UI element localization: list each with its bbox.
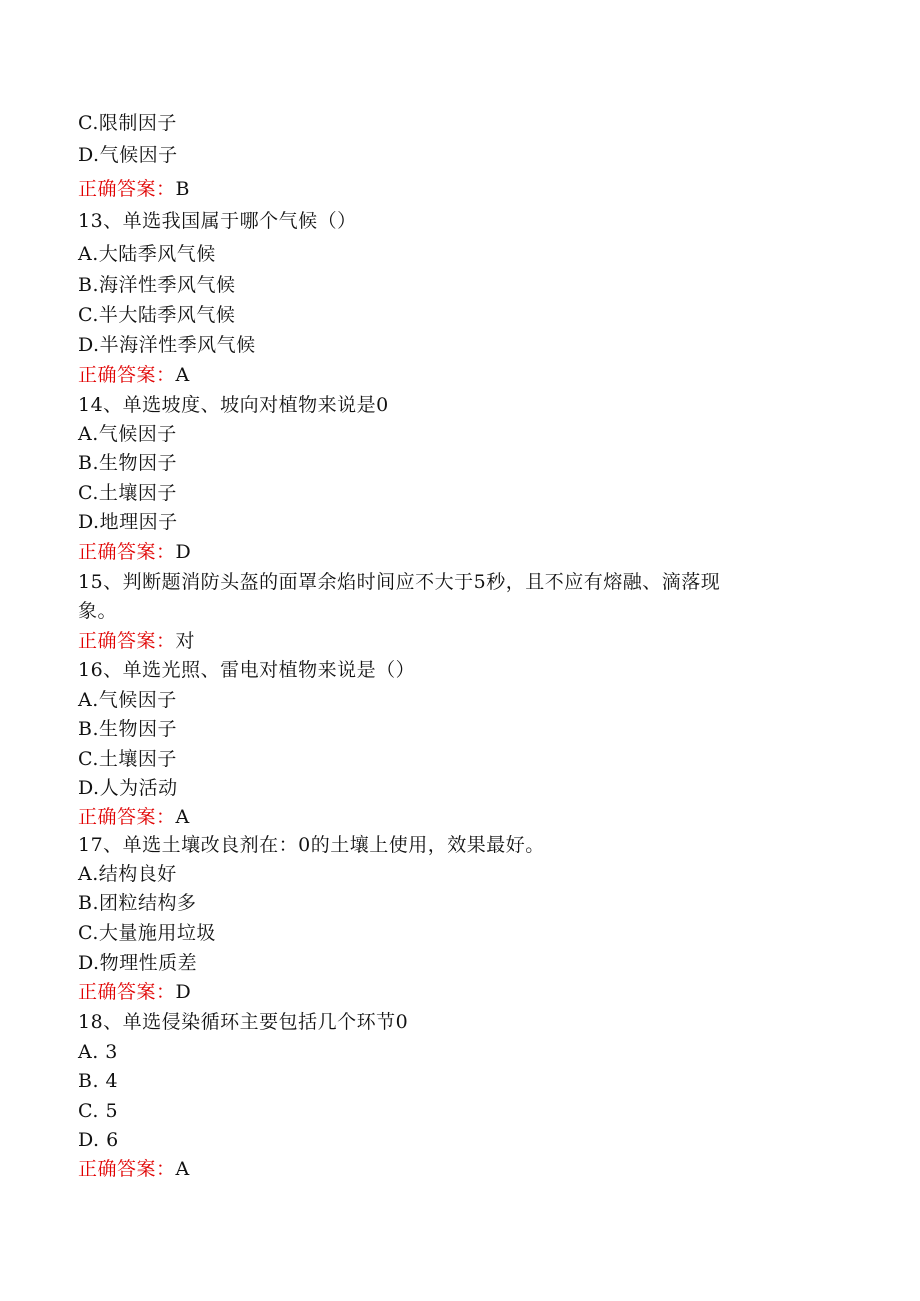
answer-label: 正确答案： bbox=[78, 364, 176, 386]
option-line: C.土壤因子 bbox=[78, 748, 177, 770]
answer-line bbox=[78, 177, 190, 201]
option-line: A. 3 bbox=[78, 1041, 118, 1063]
option-line: D.物理性质差 bbox=[78, 952, 198, 974]
answer-line bbox=[78, 629, 195, 653]
question-line: 17、单选土壤改良剂在：0的土壤上使用，效果最好。 bbox=[78, 834, 545, 856]
answer-label: 正确答案： bbox=[78, 630, 176, 652]
answer-label: 正确答案： bbox=[78, 806, 176, 828]
option-line: D.地理因子 bbox=[78, 511, 178, 533]
option-line: D.气候因子 bbox=[78, 144, 178, 166]
question-line: 15、判断题消防头盔的面罩余焰时间应不大于5秒，且不应有熔融、滴落现 bbox=[78, 571, 721, 593]
answer-label: 正确答案： bbox=[78, 541, 176, 563]
answer-label: 正确答案： bbox=[78, 1158, 176, 1180]
question-line: 16、单选光照、雷电对植物来说是（） bbox=[78, 659, 416, 681]
answer-line bbox=[78, 1157, 190, 1181]
answer-value: D bbox=[175, 981, 192, 1003]
answer-value: A bbox=[175, 364, 190, 386]
option-line: C. 5 bbox=[78, 1100, 119, 1122]
option-line: B.团粒结构多 bbox=[78, 892, 197, 914]
answer-value: A bbox=[175, 1158, 190, 1180]
option-line: B. 4 bbox=[78, 1070, 119, 1092]
option-line: A.大陆季风气候 bbox=[78, 243, 216, 265]
answer-value: B bbox=[175, 178, 190, 200]
option-line: C.土壤因子 bbox=[78, 482, 177, 504]
answer-value: A bbox=[175, 806, 190, 828]
answer-label: 正确答案： bbox=[78, 981, 176, 1003]
question-line: 18、单选侵染循环主要包括几个环节0 bbox=[78, 1011, 409, 1033]
answer-label: 正确答案： bbox=[78, 178, 176, 200]
answer-line bbox=[78, 980, 191, 1004]
option-line: D.人为活动 bbox=[78, 777, 178, 799]
option-line: D.半海洋性季风气候 bbox=[78, 334, 256, 356]
option-line: D. 6 bbox=[78, 1129, 119, 1151]
option-line: C.半大陆季风气候 bbox=[78, 304, 236, 326]
option-line: A.气候因子 bbox=[78, 423, 177, 445]
option-line: A.气候因子 bbox=[78, 689, 177, 711]
option-line: C.大量施用垃圾 bbox=[78, 922, 216, 944]
option-line: B.生物因子 bbox=[78, 718, 178, 740]
answer-line bbox=[78, 805, 190, 829]
question-line: 13、单选我国属于哪个气候（） bbox=[78, 210, 357, 232]
option-line: B.生物因子 bbox=[78, 452, 178, 474]
answer-line bbox=[78, 540, 191, 564]
option-line: C.限制因子 bbox=[78, 112, 177, 134]
option-line: B.海洋性季风气候 bbox=[78, 274, 236, 296]
answer-line bbox=[78, 363, 190, 387]
answer-value: 对 bbox=[175, 630, 196, 652]
question-line: 14、单选坡度、坡向对植物来说是0 bbox=[78, 394, 389, 416]
answer-value: D bbox=[175, 541, 192, 563]
question-line-continued: 象。 bbox=[78, 600, 118, 622]
option-line: A.结构良好 bbox=[78, 863, 177, 885]
